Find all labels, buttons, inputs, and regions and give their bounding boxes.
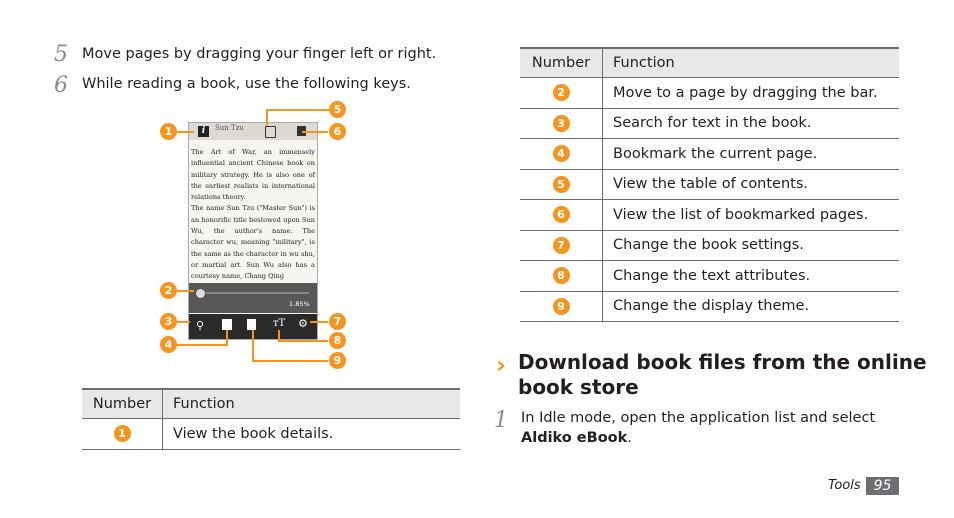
table-row [520,78,899,109]
function-table-right [520,47,899,322]
app-name: Aldiko eBook [521,430,628,446]
step-text-5: Move pages by dragging your finger left or right. [82,46,437,62]
table-row [520,261,899,292]
function-cell: Move to a page by dragging the bar. [603,78,900,109]
callout-badge-6: 6 [329,123,346,140]
callout-line-2 [176,290,194,292]
search-icon[interactable]: ⚲ [196,319,205,332]
callout-line-4a [176,344,227,346]
callout-badge-2: 2 [160,282,177,299]
table-row [520,230,899,261]
function-cell: View the table of contents. [603,169,900,200]
callout-badge-4: 4 [160,336,177,353]
callout-line-5a [266,109,330,111]
step-text-1-line2 [521,430,632,446]
step-text-1-period: . [627,430,632,446]
table-row [520,108,899,139]
function-cell: Bookmark the current page. [603,139,900,170]
bookmark-icon[interactable] [222,319,232,330]
phone-reader-screenshot [188,122,318,340]
callout-line-9b [252,330,254,362]
info-icon[interactable]: i [198,126,209,137]
table-row [520,200,899,231]
function-cell: Change the book settings. [603,230,900,261]
progress-panel [189,283,317,313]
callout-badge-9: 9 [329,352,346,369]
callout-line-4b [226,330,228,346]
table-row [520,291,899,322]
callout-line-8b [278,330,280,342]
number-badge: 3 [553,115,570,132]
function-cell: View the book details. [163,419,461,450]
book-title: Sun Tzu [215,124,244,132]
section-chevron-icon: › [496,351,506,379]
function-cell: Search for text in the book. [603,108,900,139]
step-number-1: 1 [494,408,508,433]
progress-slider-thumb[interactable] [195,288,206,299]
function-cell: Change the text attributes. [603,261,900,292]
gear-icon[interactable]: ⚙ [298,317,308,330]
footer-section-label: Tools [828,478,861,493]
callout-line-9a [252,360,328,362]
table-header-function: Function [603,48,900,78]
progress-percent: 1.85% [289,300,310,308]
number-badge: 1 [114,425,131,442]
function-table-left [82,388,460,450]
table-row [520,139,899,170]
number-badge: 9 [553,298,570,315]
callout-line-7 [310,321,328,323]
callout-badge-5: 5 [329,101,346,118]
contents-icon[interactable] [265,126,276,138]
table-row [520,169,899,200]
number-badge: 4 [553,145,570,162]
table-header-number: Number [82,389,163,419]
step-text-6: While reading a book, use the following keys. [82,76,411,92]
callout-badge-3: 3 [160,313,177,330]
number-badge: 7 [553,237,570,254]
number-badge: 8 [553,267,570,284]
function-cell: View the list of bookmarked pages. [603,200,900,231]
number-badge: 5 [553,176,570,193]
table-header-function: Function [163,389,461,419]
callout-badge-7: 7 [329,313,346,330]
table-header-number: Number [520,48,603,78]
settings-text-icon[interactable] [247,319,256,330]
callout-badge-1: 1 [160,123,177,140]
progress-track [197,292,309,294]
text-attributes-icon[interactable]: тT [273,318,286,329]
page-number: 95 [866,477,899,495]
function-cell: Change the display theme. [603,291,900,322]
step-number-5: 5 [54,42,68,67]
callout-line-8a [278,340,328,342]
callout-line-1 [176,131,194,133]
number-badge: 6 [553,206,570,223]
callout-line-5b [266,109,268,126]
number-badge: 2 [553,84,570,101]
callout-line-3 [176,321,190,323]
step-text-1: In Idle mode, open the application list and select [521,410,876,426]
callout-line-6 [302,131,328,133]
section-title-line2: book store [518,375,639,399]
book-body-text: The Art of War, an immensely influential ancient Chinese book on military strategy. He is also one of the earliest realists in international relations theory. The name Sun Tzu ("Master Sun") is an honorific title bestowed upon Sun Wu, the author's name. The character wu, meaning "military", is the same as the character in wu shu, or martial art. Sun Wu also has a courtesy name, Chang Qing [191,148,315,281]
callout-badge-8: 8 [329,332,346,349]
table-row [82,419,460,450]
step-number-6: 6 [54,73,68,98]
section-title-line1: Download book files from the online [518,350,927,374]
